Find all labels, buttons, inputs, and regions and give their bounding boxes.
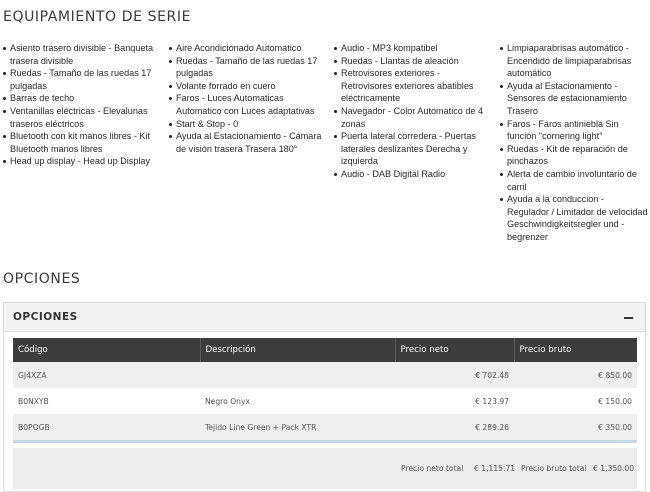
cell-description [200, 362, 395, 388]
totals-row [13, 448, 637, 489]
cell-description: Tejido Line Green + Pack XTR [200, 414, 395, 440]
equipment-item: Asiento trasero divisible - Banqueta trasera divisible [3, 42, 155, 67]
cell-precio-neto: € 702.48 [395, 362, 514, 388]
table-separator [13, 440, 637, 443]
total-bruto-label: Precio bruto total [521, 464, 587, 473]
equipment-item: Puerta lateral corredera - Puertas laterales deslizantes Derecha y izquierda [334, 130, 487, 168]
equipment-item: Ruedas - Tamaño de las ruedas 17 pulgadas [3, 67, 155, 92]
equipment-item: Ayuda a la conduccion - Regulador / Limitador de velocidad Geschwindigkeitsregler und - begrenzer [500, 193, 648, 243]
equipment-item: Audio - DAB Digital Radio [334, 168, 487, 181]
collapse-icon[interactable] [624, 317, 633, 319]
equipment-item: Barras de techo [3, 92, 155, 105]
equipment-item: Start & Stop - 0 [169, 118, 324, 131]
total-neto-label: Precio neto total [401, 464, 464, 473]
table-row [13, 414, 637, 440]
equipment-item: Ruedas - Kit de reparación de pinchazos [500, 143, 648, 168]
table-header-row [13, 338, 637, 362]
cell-precio-bruto: € 150.00 [514, 388, 637, 414]
opciones-section-title: OPCIONES [3, 271, 81, 287]
column-header-precio-neto[interactable]: Precio neto [395, 338, 514, 362]
total-bruto-value: € 1,350.00 [593, 464, 635, 473]
equipment-list-col4 [500, 42, 648, 244]
equipment-item: Alerta de cambio involuntario de carril [500, 168, 648, 193]
equipment-item: Head up display - Head up Display [3, 155, 155, 168]
cell-precio-bruto: € 850.00 [514, 362, 637, 388]
column-header-precio-bruto[interactable]: Precio bruto [514, 338, 637, 362]
table-row [13, 362, 637, 388]
equipment-item: Ventanillas eléctricas - Elevalunas traseros eléctricos [3, 105, 155, 130]
equipment-item: Retrovisores exteriores - Retrovisores exteriores abatibles eléctricamente [334, 67, 487, 105]
equipment-item: Ayuda al Estacionamiento - Cámara de visión trasera Trasera 180° [169, 130, 324, 155]
column-header-codigo[interactable]: Código [13, 338, 200, 362]
cell-code: B0NXYB [13, 388, 200, 414]
equipment-item: Audio - MP3 kompatibel [334, 42, 487, 55]
equipamiento-title: EQUIPAMIENTO DE SERIE [3, 9, 192, 25]
cell-description: Negro Onyx [200, 388, 395, 414]
cell-code: GJ4XZA [13, 362, 200, 388]
equipment-item: Faros - Faros antiniebla Sin función "cornering light" [500, 118, 648, 143]
cell-precio-bruto: € 350.00 [514, 414, 637, 440]
equipment-item: Ayuda al Estacionamiento - Sensores de estacionamiento Trasero [500, 80, 648, 118]
equipment-item: Volante forrado en cuero [169, 80, 324, 93]
equipment-item: Navegador - Color Automatico de 4 zonas [334, 105, 487, 130]
equipment-item: Bluetooth con kit manos libres - Kit Bluetooth manos libres [3, 130, 155, 155]
cell-precio-neto: € 289.26 [395, 414, 514, 440]
equipment-item: Faros - Luces Automaticas Automatico con Luces adaptativas [169, 92, 324, 117]
equipment-list-col1 [3, 42, 155, 168]
equipment-item: Aire Acondicionado Automatico [169, 42, 324, 55]
cell-precio-neto: € 123.97 [395, 388, 514, 414]
column-header-descripcion[interactable]: Descripción [200, 338, 395, 362]
equipment-list-col2 [169, 42, 324, 155]
equipment-list-col3 [334, 42, 487, 181]
options-table [13, 338, 637, 443]
total-neto-value: € 1,115.71 [474, 464, 516, 473]
opciones-panel [3, 302, 646, 492]
cell-code: B0POGB [13, 414, 200, 440]
table-row [13, 388, 637, 414]
opciones-panel-header[interactable] [4, 303, 645, 332]
equipment-item: Limpiaparabrisas automático - Encendido de limpiaparabrisas automático [500, 42, 648, 80]
opciones-panel-title: OPCIONES [13, 311, 78, 323]
equipment-item: Ruedas - Tamaño de las ruedas 17 pulgadas [169, 55, 324, 80]
equipment-item: Ruedas - Llantas de aleación [334, 55, 487, 68]
